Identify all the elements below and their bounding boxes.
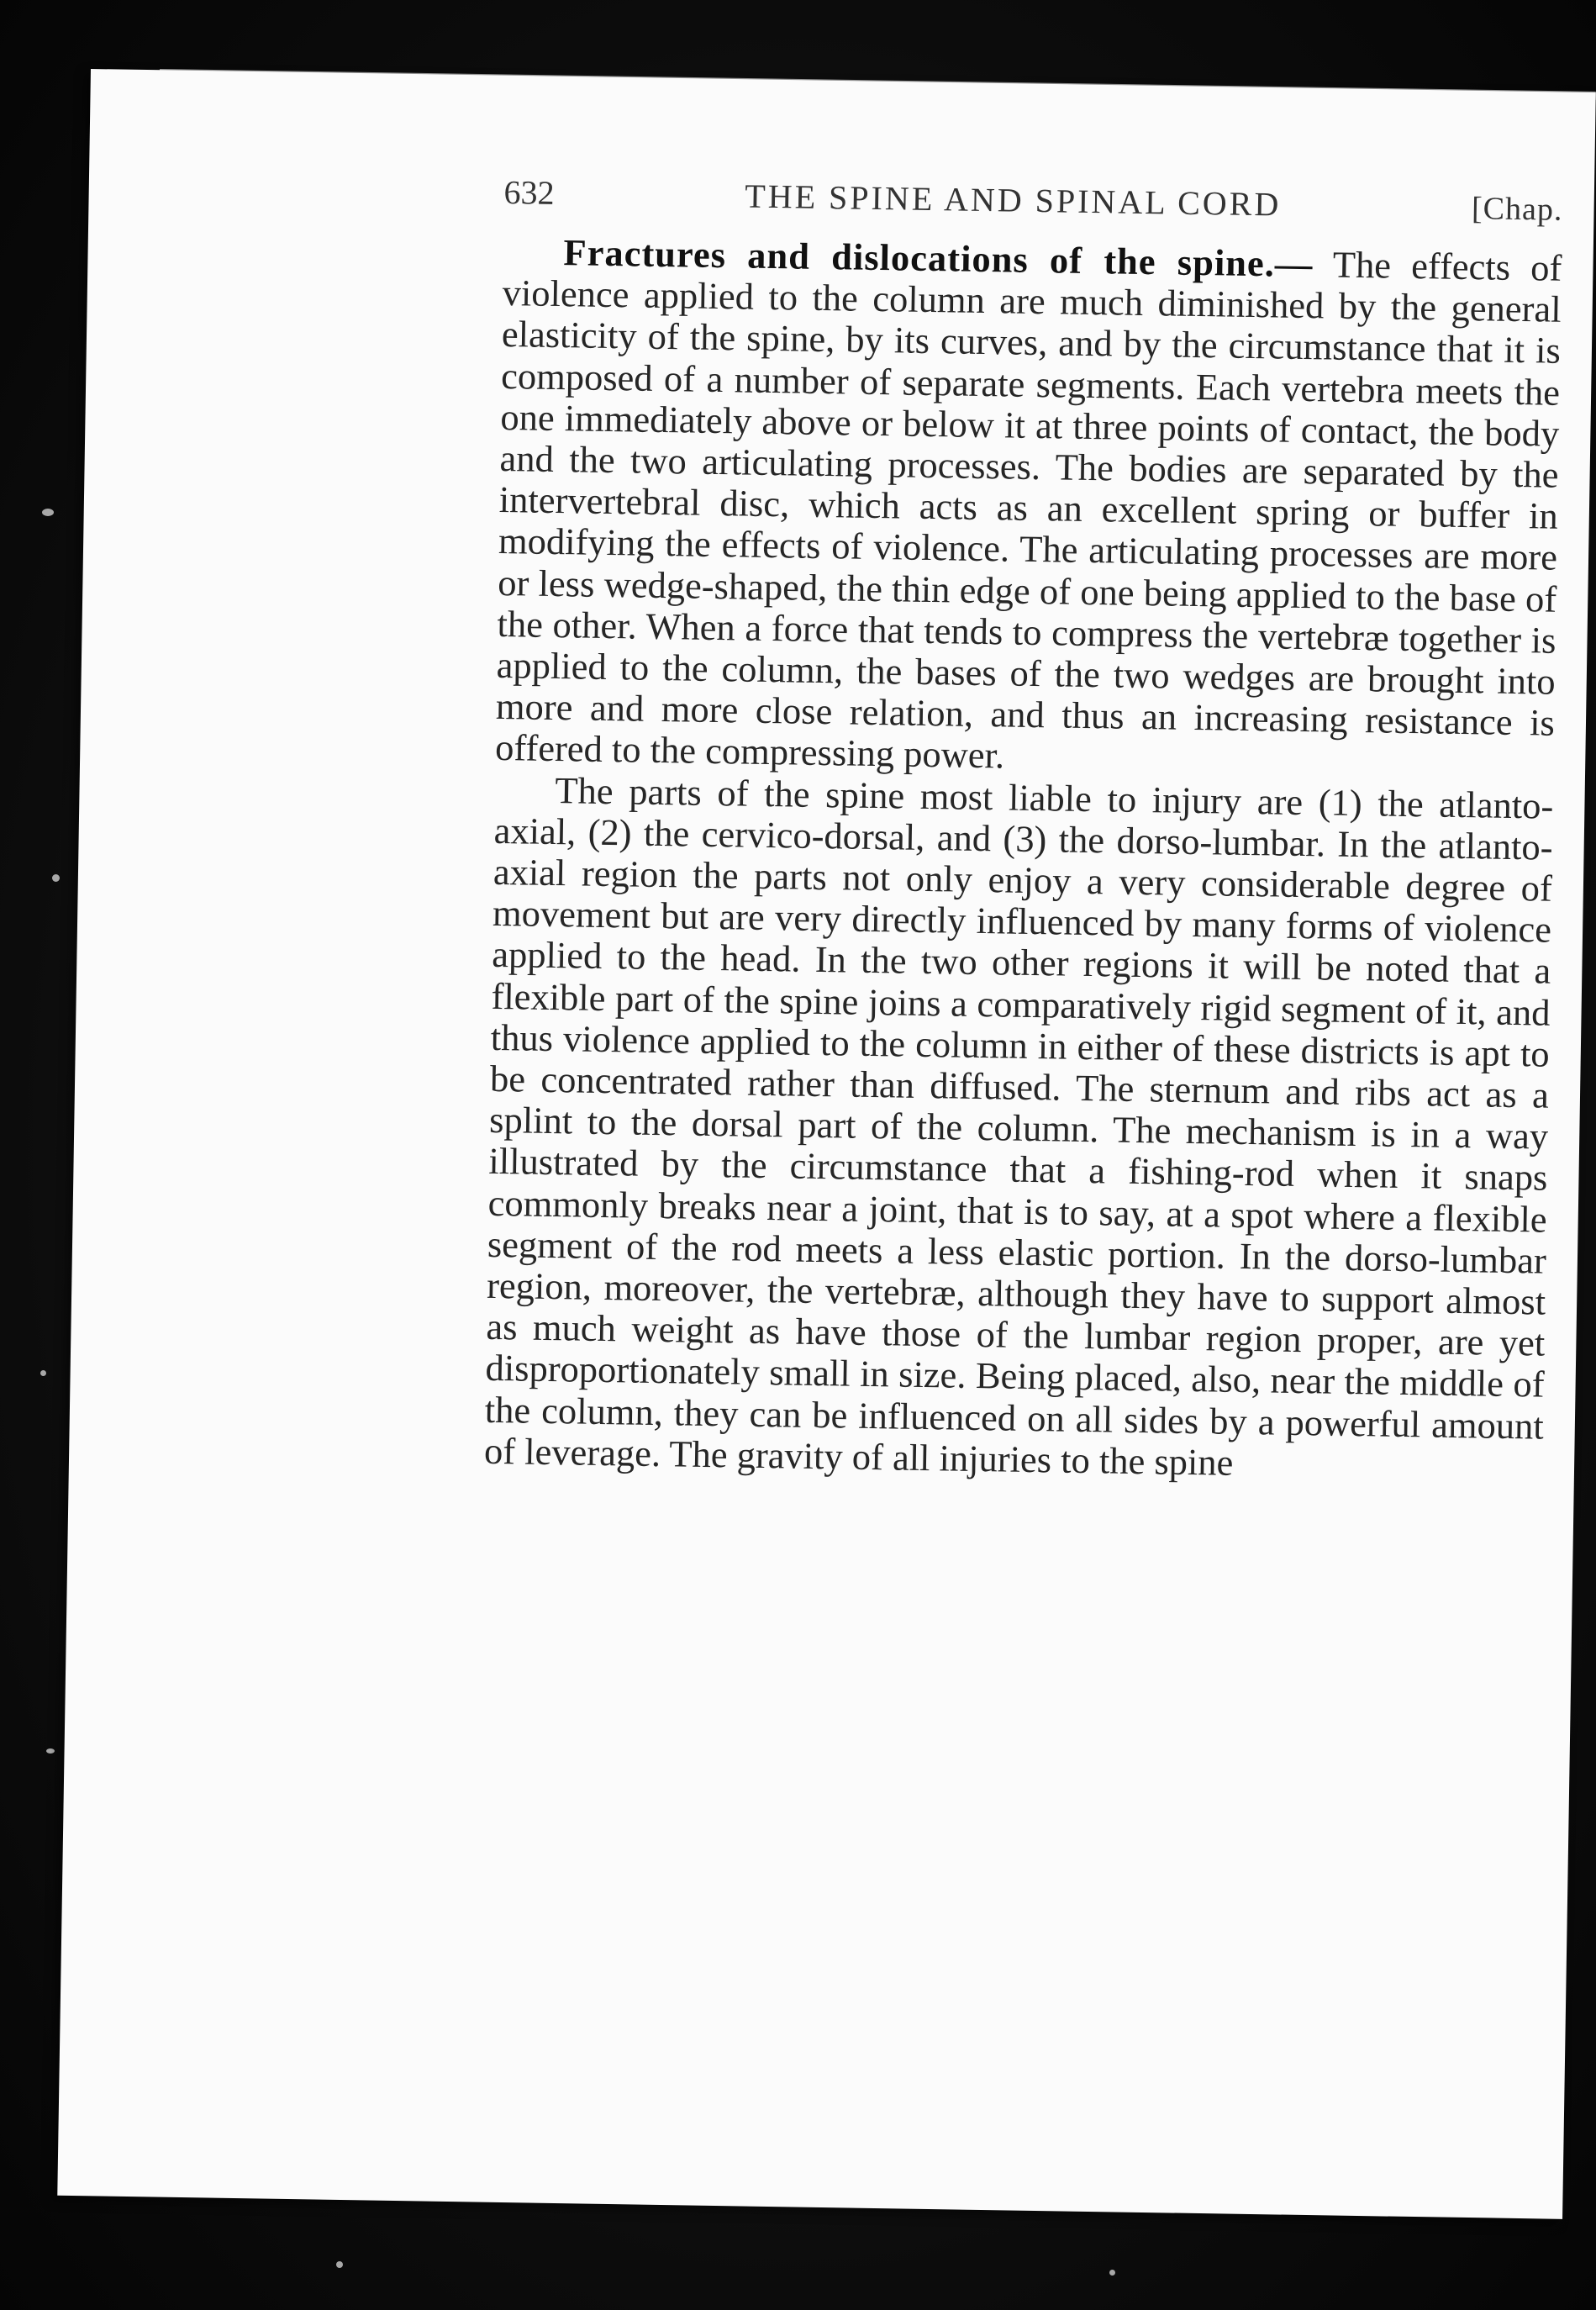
dust-speck [1109,2270,1115,2276]
dust-speck [46,1748,55,1754]
dust-speck [42,509,54,516]
running-title: THE SPINE AND SPINAL CORD [745,177,1282,224]
dust-speck [336,2261,343,2268]
chapter-marker: [Chap. [1471,191,1563,228]
page-content [484,172,1563,1489]
dust-speck [52,874,60,882]
page-number: 632 [503,172,555,212]
paragraph-1-text: The effects of violence applied to the column are much diminished by the general elasticity of the spine, by its curves, and by the circumstance that it is composed of a number of separate segments. Each vertebra meets the one immediately above or below it at three points of contact, the body and the two articulating processes. The bodies are separated by the intervertebral disc, which acts as an excellent spring or buffer in modifying the effects of violence. The articulating processes are more or less wedge-shaped, the thin edge of one being applied to the base of the other. When a force that tends to compress the vertebræ together is applied to the column, the bases of the two wedges are brought into more and more close relation, and thus an increasing resistance is offered to the compressing power. [494,243,1562,777]
paragraph-2: The parts of the spine most liable to injury are (1) the atlanto-axial, (2) the cervico-dorsal, and (3) the dorso-lumbar. In the atlanto-axial region the parts not only enjoy a very considerable degree of movement but are very directly influenced by many forms of violence applied to the head. In the two other regions it will be noted that a flexible part of the spine joins a comparatively rigid segment of it, and thus violence applied to the column in either of these districts is apt to be concentrated rather than diffused. The sternum and ribs act as a splint to the dorsal part of the column. The mechanism is in a way illustrated by the circumstance that a fishing-rod when it snaps commonly breaks near a joint, that is to say, at a spot where a flexible segment of the rod meets a less elastic portion. In the dorso-lumbar region, moreover, the vertebræ, although they have to support almost as much weight as have those of the lumbar region proper, are yet disproportionately small in size. Being placed, also, near the middle of the column, they can be influenced on all sides by a powerful amount of leverage. The gravity of all injuries to the spine [483,768,1554,1484]
section-heading: Fractures and dislocations of the spine.— [563,231,1314,286]
paragraph-1 [495,231,1562,785]
dust-speck [40,1370,46,1376]
